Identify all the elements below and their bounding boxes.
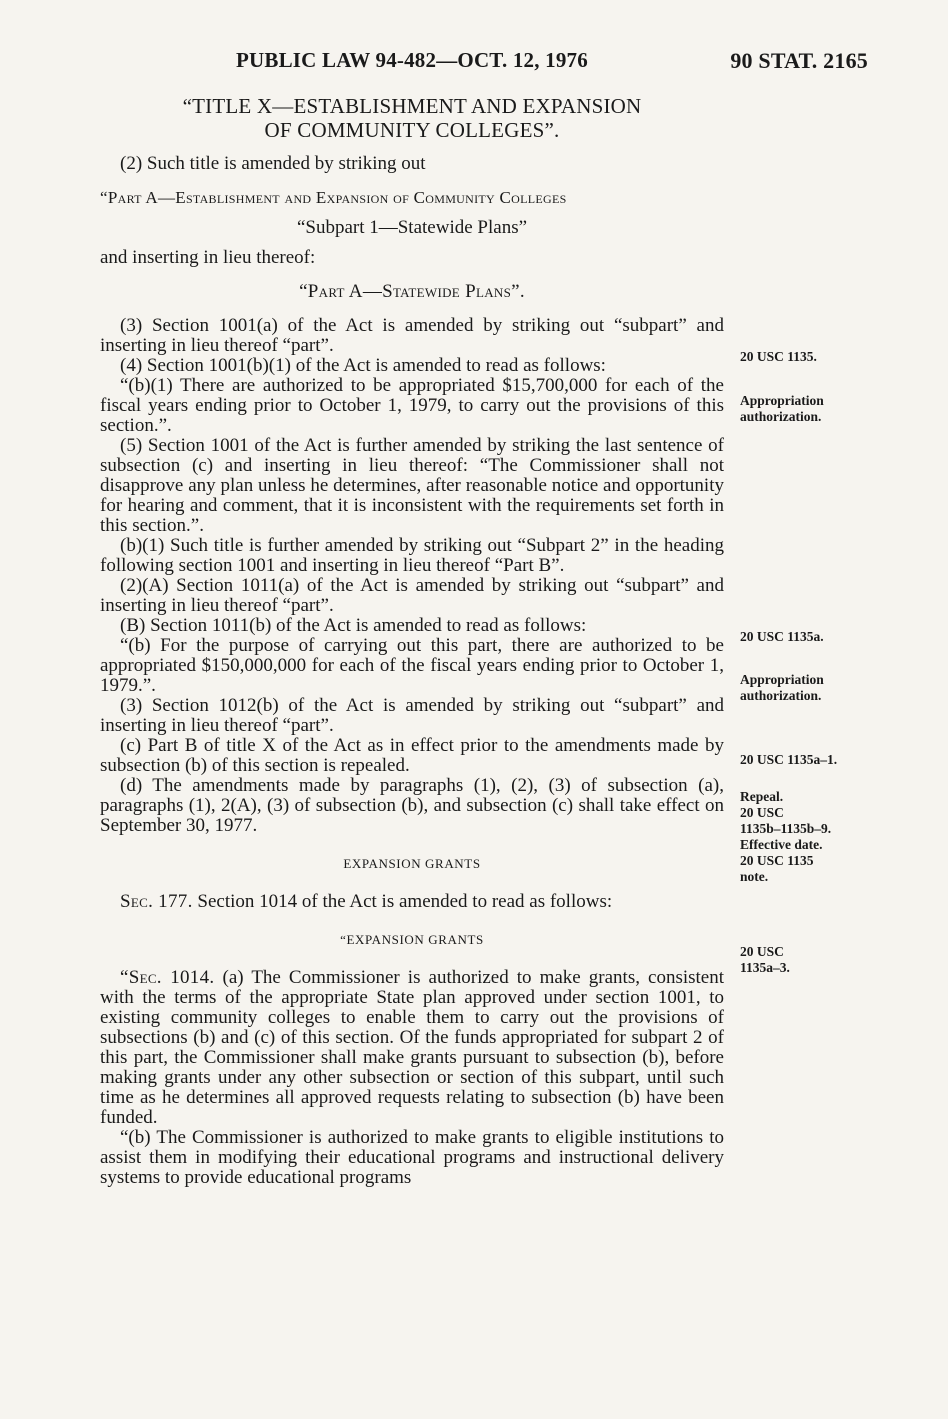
margin-note-text: 20 USC: [740, 944, 784, 959]
margin-note-usc-1135a-3: [740, 944, 870, 976]
margin-note-text: authorization.: [740, 409, 822, 424]
section-177-label: Sec. 177.: [120, 891, 193, 912]
paragraph-4-quote: “(b)(1) There are authorized to be appropriated $15,700,000 for each of the fiscal years ending prior to October 1, 1979, to carry out the provisions of this section.”.: [100, 375, 724, 436]
paragraph-3: (3) Section 1001(a) of the Act is amended by striking out “subpart” and inserting in lieu thereof “part”.: [100, 315, 724, 356]
paragraph-2: (2) Such title is amended by striking out: [120, 153, 426, 174]
margin-note-appropriation-1: [740, 393, 870, 425]
margin-note-usc-1135a: [740, 629, 870, 645]
margin-note-text: 20 USC 1135a.: [740, 629, 824, 644]
margin-note-text: 1135b–1135b–9.: [740, 821, 832, 836]
margin-note-text: Repeal.: [740, 789, 784, 804]
margin-note-text: Appropriation: [740, 393, 824, 408]
section-1014-b: “(b) The Commissioner is authorized to make grants to eligible institutions to assist them in modifying their educational programs and instructional delivery systems to provide educational programs: [100, 1127, 724, 1188]
title-line-2: OF COMMUNITY COLLEGES”.: [264, 118, 560, 142]
margin-note-text: Appropriation: [740, 672, 824, 687]
public-law-citation: PUBLIC LAW 94-482—OCT. 12, 1976: [236, 48, 588, 72]
paragraph-4: (4) Section 1001(b)(1) of the Act is amended to read as follows:: [120, 355, 606, 376]
section-177-text: Section 1014 of the Act is amended to read as follows:: [197, 891, 613, 912]
subsection-d: (d) The amendments made by paragraphs (1), (2), (3) of subsection (a), paragraphs (1), 2(A), (3) of subsection (b), and subsection (c) shall take effect on September 30, 1977.: [100, 775, 724, 836]
subsection-b-3: (3) Section 1012(b) of the Act is amended by striking out “subpart” and inserting in lieu thereof “part”.: [100, 695, 724, 736]
margin-note-usc-1135a-1: [740, 752, 870, 768]
section-1014-a: [100, 968, 724, 1128]
running-head: [0, 42, 948, 78]
struck-subpart-heading: “Subpart 1—Statewide Plans”: [296, 217, 528, 238]
subsection-b-1: (b)(1) Such title is further amended by striking out “Subpart 2” in the heading following section 1001 and inserting in lieu thereof “Part B”.: [100, 535, 724, 576]
inserting-phrase: and inserting in lieu thereof:: [100, 247, 316, 268]
margin-note-text: 20 USC 1135a–1.: [740, 752, 838, 767]
struck-part-heading: “Part A—Establishment and Expansion of Community Colleges: [100, 188, 567, 207]
body-text: [100, 94, 724, 1188]
subsection-c: (c) Part B of title X of the Act as in effect prior to the amendments made by subsection (b) of this section is repealed.: [100, 735, 724, 776]
subsection-b-2A: (2)(A) Section 1011(a) of the Act is amended by striking out “subpart” and inserting in lieu thereof “part”.: [100, 575, 724, 616]
margin-note-usc-1135: [740, 349, 870, 365]
paragraph-5: (5) Section 1001 of the Act is further amended by striking the last sentence of subsection (c) and inserting in lieu thereof: “The Commissioner shall not disapprove any plan unless he determines, after reasonable notice and opportunity for hearing and comment, that it is inconsistent with the requirements set forth in this section.”.: [100, 435, 724, 536]
margin-note-repeal-effective: [740, 789, 870, 885]
margin-note-appropriation-2: [740, 672, 870, 704]
section-177: [100, 892, 724, 912]
subsection-b-2B: (B) Section 1011(b) of the Act is amended to read as follows:: [120, 615, 587, 636]
margin-note-text: 20 USC 1135: [740, 853, 814, 868]
margin-note-text: 20 USC 1135.: [740, 349, 817, 364]
expansion-grants-heading: EXPANSION GRANTS: [343, 856, 481, 871]
expansion-grants-quoted-heading: “EXPANSION GRANTS: [340, 932, 484, 947]
margin-note-text: 1135a–3.: [740, 960, 790, 975]
new-part-heading: “Part A—Statewide Plans”.: [299, 281, 525, 302]
margin-note-text: 20 USC: [740, 805, 784, 820]
section-1014-label: “Sec. 1014.: [120, 967, 215, 988]
section-1014-a-text: (a) The Commissioner is authorized to make grants, consistent with the terms of the appropriate State plan approved under section 1001, to existing community colleges to enable them to carry out the provisions of subsections (b) and (c) of this section. Of the funds appropriated for subpart 2 of this part, the Commissioner shall make grants pursuant to subsection (b), before making grants under any other subsection or section of this subpart, until such time as he determines all approved requests relating to subsection (b) have been funded.: [100, 967, 725, 1128]
title-heading: [100, 94, 724, 142]
title-line-1: “TITLE X—ESTABLISHMENT AND EXPANSION: [182, 94, 642, 118]
margin-note-text: note.: [740, 869, 769, 884]
margin-note-text: authorization.: [740, 688, 822, 703]
statute-page-number: 90 STAT. 2165: [730, 48, 868, 73]
margin-note-text: Effective date.: [740, 837, 823, 852]
subsection-b-2B-quote: “(b) For the purpose of carrying out this part, there are authorized to be appropriated $150,000,000 for each of the fiscal years ending prior to October 1, 1979.”.: [100, 635, 724, 696]
